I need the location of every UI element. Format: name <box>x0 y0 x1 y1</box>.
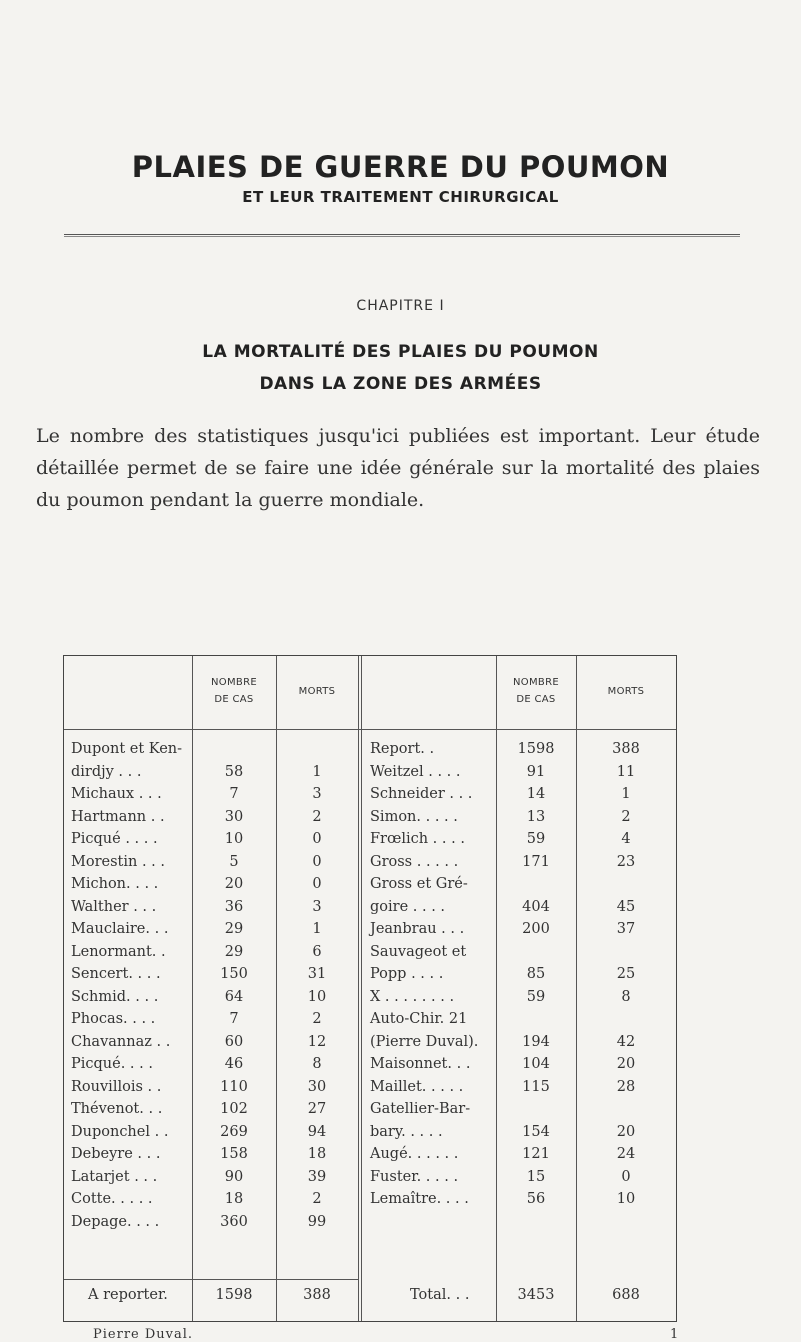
table-row: Chavannaz . . 60 12 (Pierre Duval). 194 42 <box>71 1033 636 1050</box>
table-row: Rouvillois . . 110 30 Maillet. . . . . 115 28 <box>71 1078 636 1095</box>
table-row: Phocas. . . . 7 2 Auto-Chir. 21 <box>71 1011 468 1027</box>
table-row: Schmid. . . . 64 10 X . . . . . . . . 59 8 <box>71 988 631 1005</box>
table-row: Cotte. . . . . 18 2 Lemaître. . . . 56 10 <box>71 1191 636 1207</box>
table-row: Debeyre . . . 158 18 Augé. . . . . . 121 24 <box>71 1146 636 1162</box>
table-row: Michaux . . . 7 3 Schneider . . . 14 1 <box>71 786 631 802</box>
table-row: Picqué. . . . 46 8 Maisonnet. . . 104 20 <box>71 1056 636 1072</box>
table-row: Thévenot. . . 102 27 Gatellier-Bar- <box>71 1101 471 1117</box>
table-row: Mauclaire. . . 29 1 Jeanbrau . . . 200 37 <box>71 921 636 937</box>
table-row: Dupont et Ken- Report. . 1598 388 <box>71 741 640 757</box>
table-row: Walther . . . 36 3 goire . . . . 404 45 <box>71 898 636 915</box>
right-total-cas: 3453 <box>517 1287 555 1303</box>
table-row: Michon. . . . 20 0 Gross et Gré- <box>71 876 468 892</box>
right-total-label: Total. . . <box>410 1287 470 1303</box>
statistics-table <box>63 655 677 1322</box>
table-row: Picqué . . . . 10 0 Frœlich . . . . 59 4 <box>71 831 631 847</box>
footer-author: Pierre Duval. <box>93 1327 194 1342</box>
title-rule <box>64 234 740 237</box>
header-cas-left: NOMBRE DE CAS <box>211 677 257 705</box>
book-title: PLAIES DE GUERRE DU POUMON <box>131 150 670 184</box>
header-morts-right: MORTS <box>607 686 645 697</box>
chapter-heading-line2: DANS LA ZONE DES ARMÉES <box>259 374 542 394</box>
book-subtitle: ET LEUR TRAITEMENT CHIRURGICAL <box>242 188 559 206</box>
table-row: Sencert. . . . 150 31 Popp . . . . 85 25 <box>71 966 636 982</box>
left-total-cas: 1598 <box>215 1287 253 1303</box>
chapter-heading-line1: LA MORTALITÉ DES PLAIES DU POUMON <box>202 342 599 362</box>
left-total-morts: 388 <box>303 1287 331 1303</box>
left-total-label: A reporter. <box>88 1287 168 1303</box>
total-divider <box>64 1279 358 1280</box>
table-total-row <box>64 1284 676 1306</box>
table-row: dirdjy . . . 58 1 Weitzel . . . . 91 11 <box>71 763 636 780</box>
chapter-label: CHAPITRE I <box>356 298 445 314</box>
header-morts-left: MORTS <box>298 686 336 697</box>
table-row: Lenormant. . 29 6 Sauvageot et <box>71 943 467 960</box>
table-row: Depage. . . . 360 99 <box>71 1213 327 1230</box>
header-cas-right: NOMBRE DE CAS <box>513 677 559 705</box>
header-divider <box>64 729 676 730</box>
table-row: Duponchel . . 269 94 bary. . . . . 154 20 <box>71 1123 636 1140</box>
table-row: Latarjet . . . 90 39 Fuster. . . . . 15 0 <box>71 1168 631 1185</box>
intro-paragraph: Le nombre des statistiques jusqu'ici publiées est important. Leur étude détaillée permet de se faire une idée générale sur la mortalité des plaies du poumon pendant la guerre mondiale. <box>36 425 760 511</box>
table-row: Hartmann . . 30 2 Simon. . . . . 13 2 <box>71 808 631 825</box>
page-number: 1 <box>670 1327 679 1342</box>
right-total-morts: 688 <box>612 1287 640 1303</box>
table-row: Morestin . . . 5 0 Gross . . . . . 171 23 <box>71 853 636 870</box>
